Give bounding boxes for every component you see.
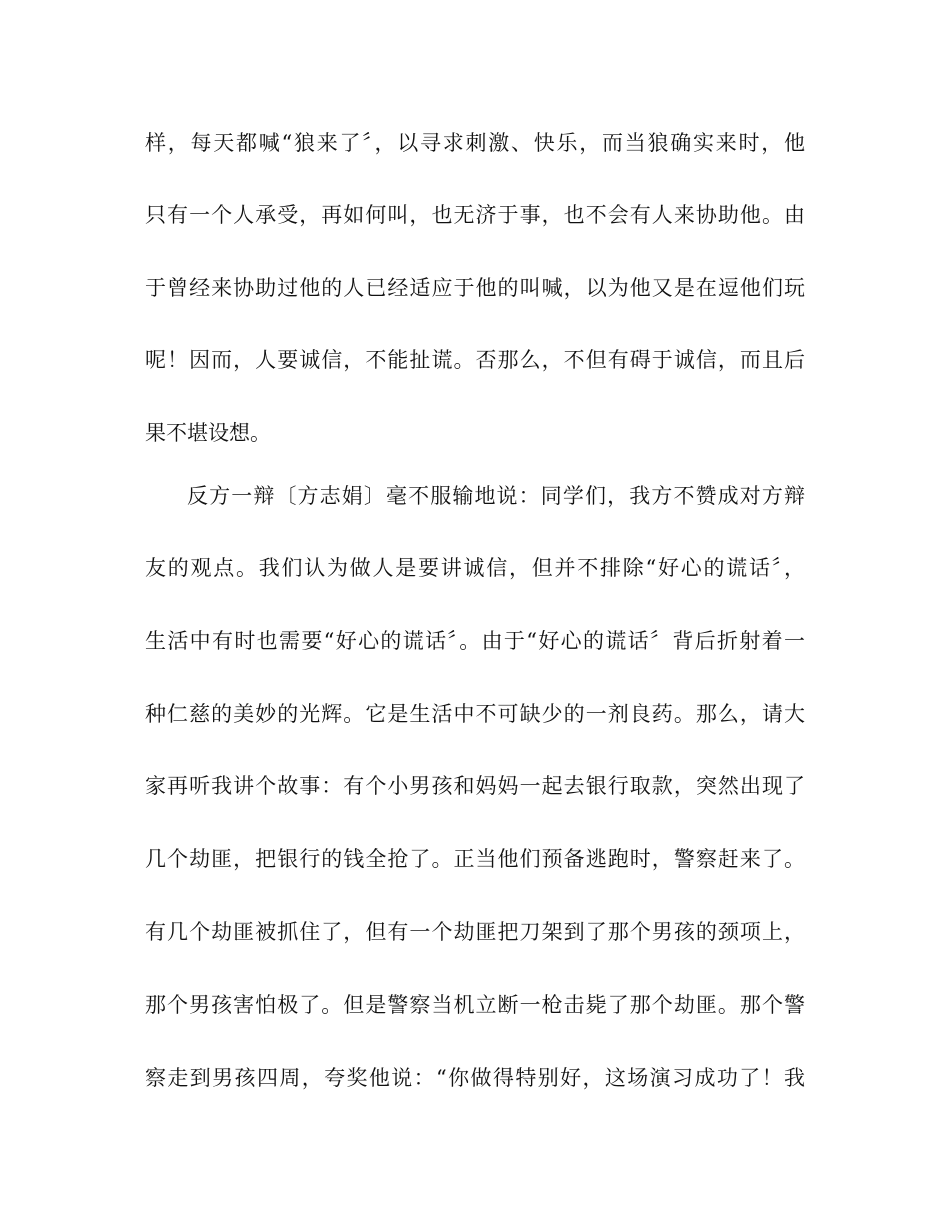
text-line: 几个劫匪，把银行的钱全抢了。正当他们预备逃跑时，警察赶来了。 — [145, 847, 805, 871]
text-line: 察走到男孩四周，夸奖他说：“你做得特别好，这场演习成功了！我 — [145, 1066, 805, 1090]
text-line: 生活中有时也需要“好心的谎话〞。由于“好心的谎话〞背后折射着一 — [145, 629, 805, 653]
text-line: 只有一个人承受，再如何叫，也无济于事，也不会有人来协助他。由 — [145, 203, 805, 227]
text-line: 样，每天都喊“狼来了〞，以寻求刺激、快乐，而当狼确实来时，他 — [145, 131, 805, 155]
text-line: 友的观点。我们认为做人是要讲诚信，但并不排除“好心的谎话〞， — [145, 556, 805, 580]
text-line: 家再听我讲个故事：有个小男孩和妈妈一起去银行取款，突然出现了 — [145, 774, 805, 798]
text-line: 那个男孩害怕极了。但是警察当机立断一枪击毙了那个劫匪。那个警 — [145, 993, 805, 1017]
text-line: 果不堪设想。 — [145, 421, 271, 445]
text-line-paragraph-start: 反方一辩〔方志娟〕毫不服输地说：同学们，我方不赞成对方辩 — [187, 484, 805, 508]
text-line: 呢！因而，人要诚信，不能扯谎。否那么，不但有碍于诚信，而且后 — [145, 348, 805, 372]
text-line: 有几个劫匪被抓住了，但有一个劫匪把刀架到了那个男孩的颈项上， — [145, 920, 805, 944]
text-line: 种仁慈的美妙的光辉。它是生活中不可缺少的一剂良药。那么，请大 — [145, 702, 805, 726]
text-line: 于曾经来协助过他的人已经适应于他的叫喊，以为他又是在逗他们玩 — [145, 276, 805, 300]
